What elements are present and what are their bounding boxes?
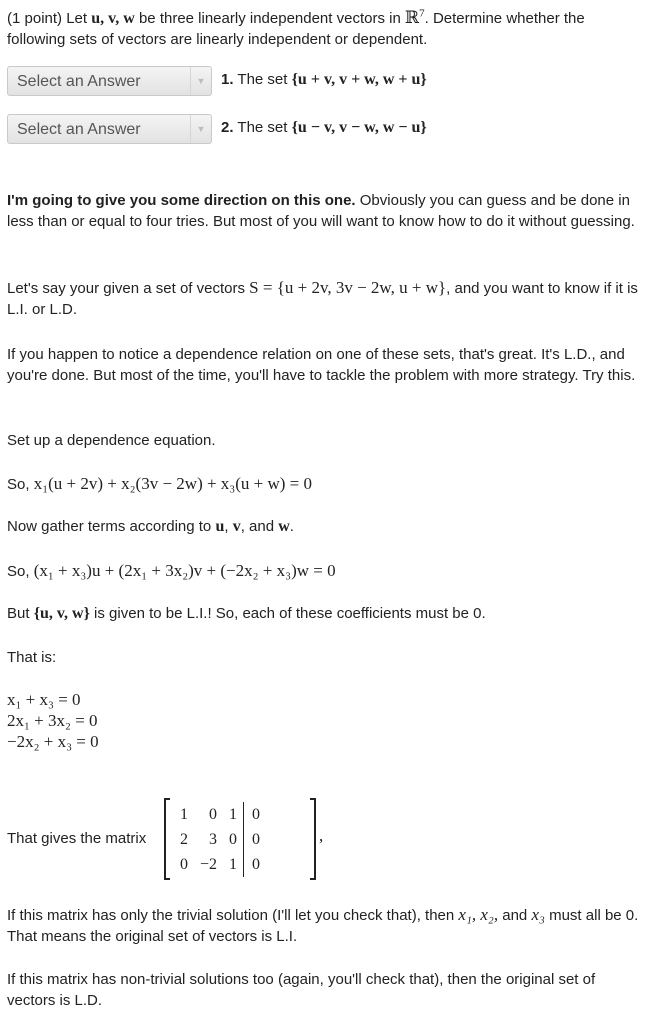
dropdown-arrow-icon: ▼ xyxy=(190,115,211,143)
question-2-set: {u − v, v − w, w − u} xyxy=(291,119,427,136)
left-bracket xyxy=(164,798,170,880)
dependence-equation: So, x₁(u + 2v) + x₂(3v − 2w) + x₃(u + w) = 0 xyxy=(7,474,313,493)
gather-terms-line: Now gather terms according to u, v, and w. xyxy=(7,518,294,535)
gathered-equation: So, (x₁ + x₃)u + (2x₁ + 3x₂)v + (−2x₂ + x₃)w = 0 xyxy=(7,561,336,580)
question-2: 2. The set {u − v, v − w, w − u} xyxy=(221,119,427,136)
question-1-set: {u + v, v + w, w + u} xyxy=(291,71,427,88)
equation-1: x₁ + x₃ = 0 xyxy=(7,690,81,709)
equation-system xyxy=(7,689,647,752)
that-is-label: That is: xyxy=(7,649,57,666)
matrix-row: 2 3 0 0 xyxy=(174,827,266,852)
example-set-paragraph: Let's say your given a set of vectors S = {u + 2v, 3v − 2w, u + w}, and you want to know if it is L.I. or L.D. xyxy=(7,278,638,318)
example-set-math: S = {u + 2v, 3v − 2w, u + w} xyxy=(249,278,447,297)
equation-3: −2x₂ + x₃ = 0 xyxy=(7,732,99,751)
question-1: 1. The set {u + v, v + w, w + u} xyxy=(221,71,427,88)
vectors-uvw: u, v, w xyxy=(91,10,135,27)
real-space: ℝ$^7$ xyxy=(404,7,425,27)
problem-intro: (1 point) Let u, v, w be three linearly independent vectors in ℝ$^7$. Determine whether the following sets of vectors are linearly independent or dependent. xyxy=(7,7,585,48)
dropdown-arrow-icon: ▼ xyxy=(190,67,211,95)
answer-select-2[interactable]: Select an Answer ▼ xyxy=(7,114,212,144)
trivial-solution-paragraph: If this matrix has only the trivial solution (I'll let you check that), then x₁, x₂, and x₃ must all be 0. That means the original set of vectors is L.I. xyxy=(7,905,639,945)
strategy-paragraph: If you happen to notice a dependence relation on one of these sets, that's great. It's L.D., and you're done. But most of the time, you'll have to tackle the problem with more strategy. Try this. xyxy=(7,346,636,384)
hint-paragraph: I'm going to give you some direction on this one. Obviously you can guess and be done in less than or equal to four tries. But most of you will want to know how to do it without guessing. xyxy=(7,192,635,230)
augmented-matrix xyxy=(164,798,316,880)
equation-2: 2x₁ + 3x₂ = 0 xyxy=(7,711,98,730)
right-bracket xyxy=(310,798,316,880)
matrix-intro: That gives the matrix xyxy=(7,830,147,847)
matrix-comma: , xyxy=(319,826,324,845)
coefficients-line: But {u, v, w} is given to be L.I.! So, each of these coefficients must be 0. xyxy=(7,605,486,622)
matrix-row: 1 0 1 0 xyxy=(174,802,266,827)
nontrivial-solution-paragraph: If this matrix has non-trivial solutions too (again, you'll check that), then the original set of vectors is L.D. xyxy=(7,971,596,1009)
matrix-row: 0 −2 1 0 xyxy=(174,852,266,877)
dependence-instruction: Set up a dependence equation. xyxy=(7,432,216,449)
answer-select-1[interactable]: Select an Answer ▼ xyxy=(7,66,212,96)
